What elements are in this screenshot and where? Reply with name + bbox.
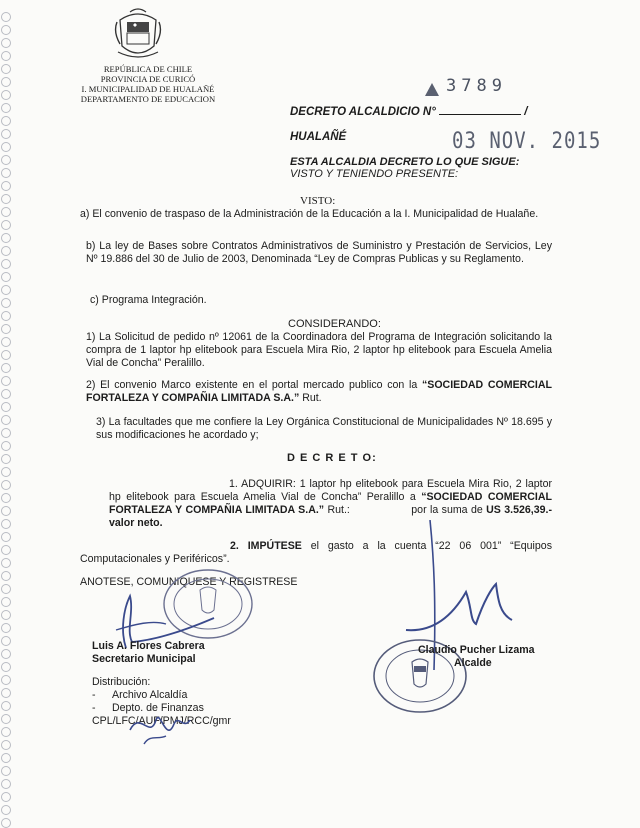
binding-hole: [1, 90, 11, 100]
closing-formula: ANOTESE, COMUNIQUESE Y REGISTRESE: [80, 576, 298, 588]
header-block: [78, 64, 218, 105]
distribution-heading: Distribución:: [92, 676, 151, 688]
binding-hole: [1, 285, 11, 295]
binding-hole: [1, 493, 11, 503]
considerando-heading: CONSIDERANDO:: [288, 318, 381, 330]
binding-holes: [0, 0, 16, 825]
binding-hole: [1, 571, 11, 581]
decree-intro-line: ESTA ALCALDIA DECRETO LO QUE SIGUE:: [290, 156, 520, 168]
binding-hole: [1, 766, 11, 776]
binding-hole: [1, 194, 11, 204]
binding-hole: [1, 272, 11, 282]
decreto-item-1-text: 1. ADQUIRIR: 1 laptor hp elitebook para Escuela Mira Rio, 2 laptor hp elitebook para Escuela Amelia Vial de Concha” Peralillo a: [109, 478, 552, 503]
binding-hole: [1, 610, 11, 620]
binding-hole: [1, 116, 11, 126]
binding-hole: [1, 25, 11, 35]
binding-hole: [1, 38, 11, 48]
decree-title-slash: /: [524, 106, 528, 118]
binding-hole: [1, 428, 11, 438]
decree-stamp-date: 03 NOV. 2015: [452, 128, 602, 154]
mayor-title: Alcalde: [454, 657, 492, 669]
binding-hole: [1, 818, 11, 828]
considerando-item-2-company: “SOCIEDAD COMERCIAL FORTALEZA Y COMPAÑIA LIMITADA S.A.”: [86, 379, 552, 404]
binding-hole: [1, 727, 11, 737]
binding-hole: [1, 220, 11, 230]
binding-hole: [1, 467, 11, 477]
header-line-province: PROVINCIA DE CURICÓ: [100, 74, 196, 85]
header-line-republic: REPÚBLICA DE CHILE: [103, 64, 193, 74]
decreto-item-1-rut: Rut.:: [324, 503, 350, 516]
visto-heading: VISTO:: [300, 195, 336, 207]
binding-hole: [1, 649, 11, 659]
initials-line: CPL/LFC/AUF/PMJ/RCC/gmr: [92, 715, 231, 727]
binding-hole: [1, 376, 11, 386]
binding-hole: [1, 415, 11, 425]
mayor-name: Claudio Pucher Lizama: [418, 644, 535, 656]
binding-hole: [1, 636, 11, 646]
binding-hole: [1, 558, 11, 568]
distribution-item: - Depto. de Finanzas: [92, 701, 204, 714]
binding-hole: [1, 389, 11, 399]
binding-hole: [1, 584, 11, 594]
header-line-municipality: I. MUNICIPALIDAD DE HUALAÑÉ: [81, 84, 215, 95]
binding-hole: [1, 311, 11, 321]
decree-title-text: DECRETO ALCALDICIO N°: [290, 106, 436, 118]
binding-hole: [1, 298, 11, 308]
binding-hole: [1, 454, 11, 464]
binding-hole: [1, 506, 11, 516]
header-line-department: DEPARTAMENTO DE EDUCACION: [80, 94, 216, 105]
visto-item-c: c) Programa Integración.: [90, 294, 207, 306]
binding-hole: [1, 233, 11, 243]
considerando-item-2: [86, 379, 552, 405]
decreto-item-2-text: el gasto a la cuenta “22 06 001” “Equipos Computacionales y Periféricos”.: [80, 540, 552, 565]
handwritten-initials-mark: [120, 700, 200, 750]
binding-hole: [1, 623, 11, 633]
considerando-item-1: 1) La Solicitud de pedido nº 12061 de la Coordinadora del Programa de Integración solicitando la compra de 1 laptor hp elitebook para Escuela Mira Rio, 2 laptor hp elitebook para Escuela Amelia Vial de Concha” Peralillo.: [86, 331, 552, 369]
binding-hole: [1, 246, 11, 256]
binding-hole: [1, 532, 11, 542]
binding-hole: [1, 363, 11, 373]
binding-hole: [1, 337, 11, 347]
binding-hole: [1, 675, 11, 685]
decree-place: HUALAÑÉ: [290, 131, 347, 143]
visto-item-b: b) La ley de Bases sobre Contratos Administrativos de Suministro y Prestación de Servicios, Ley Nº 19.886 del 30 de Julio de 2003, Denominada “Ley de Compras Publicas y su Reglamento.: [86, 240, 552, 265]
decreto-item-2-label: 2. IMPÚTESE: [230, 540, 302, 552]
considerando-item-3: 3) La facultades que me confiere la Ley Orgánica Constitucional de Municipalidades Nº 18.695 y sus modificaciones he acordado y;: [96, 416, 552, 441]
binding-hole: [1, 129, 11, 139]
binding-hole: [1, 207, 11, 217]
binding-hole: [1, 779, 11, 789]
binding-hole: [1, 701, 11, 711]
binding-hole: [1, 753, 11, 763]
considerando-item-2-rut: Rut.: [299, 391, 322, 404]
decree-intro-subline: VISTO Y TENIENDO PRESENTE:: [290, 168, 459, 180]
binding-hole: [1, 545, 11, 555]
binding-hole: [1, 480, 11, 490]
distribution-item: - Archivo Alcaldía: [92, 689, 188, 701]
binding-hole: [1, 155, 11, 165]
binding-hole: [1, 714, 11, 724]
binding-hole: [1, 51, 11, 61]
binding-hole: [1, 597, 11, 607]
decree-stamp-number: 3789: [446, 76, 507, 96]
coat-of-arms-emblem: [112, 6, 164, 62]
binding-hole: [1, 259, 11, 269]
binding-hole: [1, 740, 11, 750]
binding-hole: [1, 324, 11, 334]
decree-number-blank: [439, 104, 521, 115]
binding-hole: [1, 103, 11, 113]
binding-hole: [1, 441, 11, 451]
decreto-item-1-amount-label: por la suma de: [411, 503, 487, 516]
binding-hole: [1, 77, 11, 87]
secretary-title: Secretario Municipal: [92, 653, 196, 665]
binding-hole: [1, 142, 11, 152]
binding-hole: [1, 519, 11, 529]
stamp-mark-icon: [423, 80, 441, 98]
binding-hole: [1, 402, 11, 412]
binding-hole: [1, 181, 11, 191]
binding-hole: [1, 64, 11, 74]
decreto-item-1-amount: US 3.526,39.- valor neto.: [109, 503, 552, 529]
secretary-name: Luis A. Flores Cabrera: [92, 640, 205, 652]
decreto-heading: D E C R E T O:: [287, 452, 377, 464]
binding-hole: [1, 168, 11, 178]
decreto-item-1-company: “SOCIEDAD COMERCIAL FORTALEZA Y COMPAÑIA LIMITADA S.A.”: [109, 490, 552, 516]
binding-hole: [1, 688, 11, 698]
visto-item-a: a) El convenio de traspaso de la Administración de la Educación a la I. Municipalidad de Hualañe.: [80, 208, 539, 220]
binding-hole: [1, 662, 11, 672]
considerando-item-2-text: 2) El convenio Marco existente en el portal mercado publico con la: [86, 379, 422, 391]
binding-hole: [1, 805, 11, 815]
binding-hole: [1, 350, 11, 360]
decree-title: [290, 104, 527, 119]
binding-hole: [1, 792, 11, 802]
binding-hole: [1, 12, 11, 22]
